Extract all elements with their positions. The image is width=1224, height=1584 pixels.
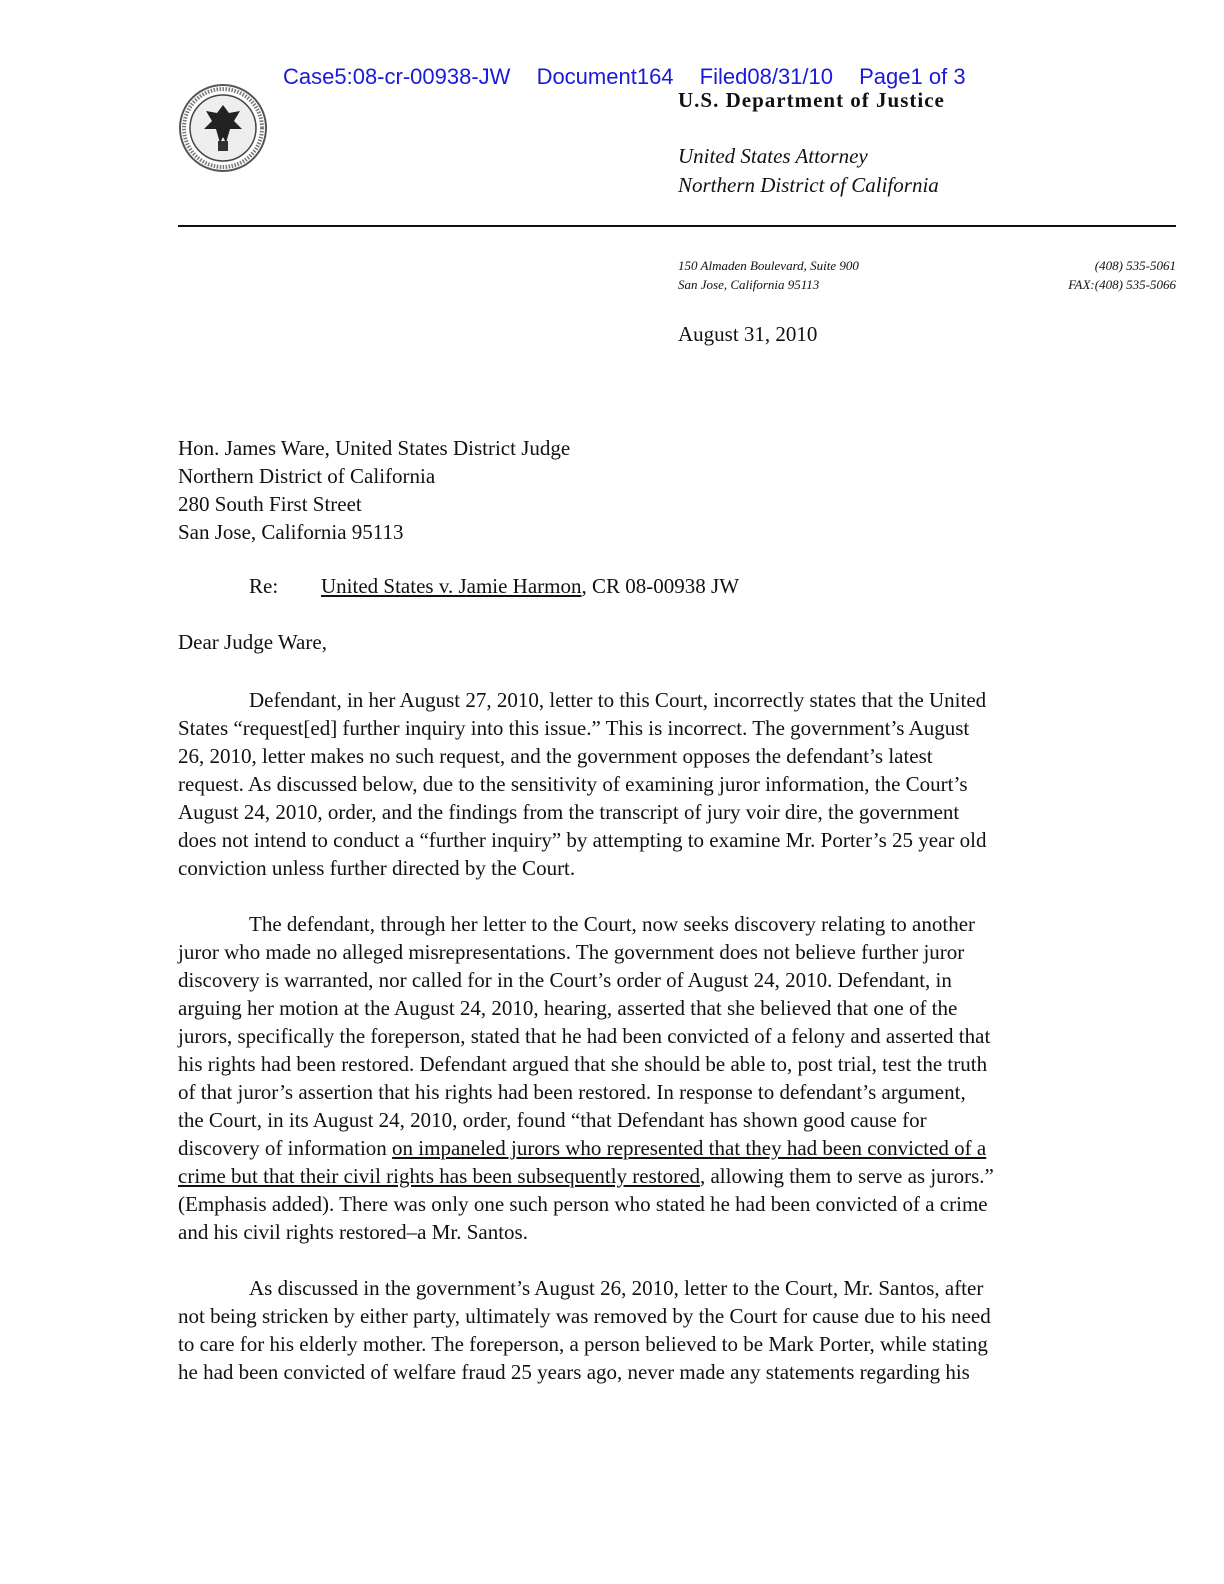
recipient-line: Hon. James Ware, United States District Judge: [178, 436, 571, 460]
case-number: Case5:08-cr-00938-JW: [283, 64, 511, 89]
paragraph-line: As discussed in the government’s August 26, 2010, letter to the Court, Mr. Santos, after: [249, 1276, 984, 1300]
paragraph-line: he had been convicted of welfare fraud 25 years ago, never made any statements regarding his: [178, 1360, 970, 1384]
filing-stamp: [283, 64, 966, 90]
recipient-line: 280 South First Street: [178, 492, 362, 516]
paragraph-line: (Emphasis added). There was only one such person who stated he had been convicted of a crime: [178, 1192, 988, 1216]
quote-lead: discovery of information: [178, 1136, 393, 1160]
paragraph-line: conviction unless further directed by the Court.: [178, 856, 576, 880]
paragraph-line: and his civil rights restored–a Mr. Santos.: [178, 1220, 528, 1244]
paragraph-line: does not intend to conduct a “further inquiry” by attempting to examine Mr. Porter’s 25 year old: [178, 828, 987, 852]
department-name: U.S. Department of Justice: [678, 88, 945, 112]
office-line-1: United States Attorney: [678, 144, 868, 168]
phone-number: (408) 535-5061: [1094, 258, 1176, 273]
paragraph-line: his rights had been restored. Defendant argued that she should be able to, post trial, test the truth: [178, 1052, 988, 1076]
paragraph-line: not being stricken by either party, ultimately was removed by the Court for cause due to his need: [178, 1304, 991, 1328]
recipient-line: San Jose, California 95113: [178, 520, 404, 544]
paragraph-line: Defendant, in her August 27, 2010, letter to this Court, incorrectly states that the United: [249, 688, 987, 712]
paragraph-line: [178, 1134, 1108, 1162]
paragraph-line: juror who made no alleged misrepresentations. The government does not believe further juror: [178, 940, 965, 964]
body-paragraph-2: [178, 910, 1108, 1246]
paragraph-line: States “request[ed] further inquiry into this issue.” This is incorrect. The government’s August: [178, 716, 970, 740]
office-address: [678, 256, 859, 294]
emphasized-quote: crime but that their civil rights has been subsequently restored: [178, 1164, 700, 1188]
salutation: Dear Judge Ware,: [178, 630, 327, 654]
paragraph-line: 26, 2010, letter makes no such request, and the government opposes the defendant’s latest: [178, 744, 933, 768]
body-paragraph-3: [178, 1274, 1108, 1386]
address-line-2: San Jose, California 95113: [678, 277, 820, 292]
case-number-ref: , CR 08-00938 JW: [581, 574, 740, 598]
paragraph-line: the Court, in its August 24, 2010, order, found “that Defendant has shown good cause for: [178, 1108, 927, 1132]
letter-date: August 31, 2010: [678, 322, 818, 346]
doj-seal-icon: [178, 83, 268, 173]
filed-date: Filed08/31/10: [699, 64, 833, 89]
quote-tail: , allowing them to serve as jurors.”: [699, 1164, 994, 1188]
case-name: United States v. Jamie Harmon: [321, 574, 582, 598]
paragraph-line: August 24, 2010, order, and the findings from the transcript of jury voir dire, the government: [178, 800, 960, 824]
letterhead-divider: [178, 225, 1176, 227]
document-number: Document164: [536, 64, 674, 89]
paragraph-line: to care for his elderly mother. The foreperson, a person believed to be Mark Porter, while stating: [178, 1332, 988, 1356]
paragraph-line: arguing her motion at the August 24, 2010, hearing, asserted that she believed that one of the: [178, 996, 958, 1020]
re-line: [249, 574, 739, 599]
paragraph-line: [178, 1162, 1108, 1190]
page-indicator: Page1 of 3: [859, 64, 966, 89]
office-line-2: Northern District of California: [678, 173, 939, 197]
office-name: [678, 142, 939, 200]
paragraph-line: jurors, specifically the foreperson, stated that he had been convicted of a felony and asserted that: [178, 1024, 991, 1048]
paragraph-line: discovery is warranted, nor called for in the Court’s order of August 24, 2010. Defendant, in: [178, 968, 952, 992]
office-contact: [1068, 256, 1176, 294]
re-label: Re:: [249, 574, 279, 598]
body-paragraph-1: [178, 686, 1108, 882]
fax-number: FAX:(408) 535-5066: [1068, 277, 1176, 292]
paragraph-line: request. As discussed below, due to the sensitivity of examining juror information, the Court’s: [178, 772, 968, 796]
recipient-line: Northern District of California: [178, 464, 436, 488]
recipient-address: [178, 434, 570, 546]
emphasized-quote: on impaneled jurors who represented that they had been convicted of a: [392, 1136, 987, 1160]
paragraph-line: The defendant, through her letter to the Court, now seeks discovery relating to another: [249, 912, 976, 936]
paragraph-line: of that juror’s assertion that his rights had been restored. In response to defendant’s argument,: [178, 1080, 966, 1104]
address-line-1: 150 Almaden Boulevard, Suite 900: [678, 258, 859, 273]
